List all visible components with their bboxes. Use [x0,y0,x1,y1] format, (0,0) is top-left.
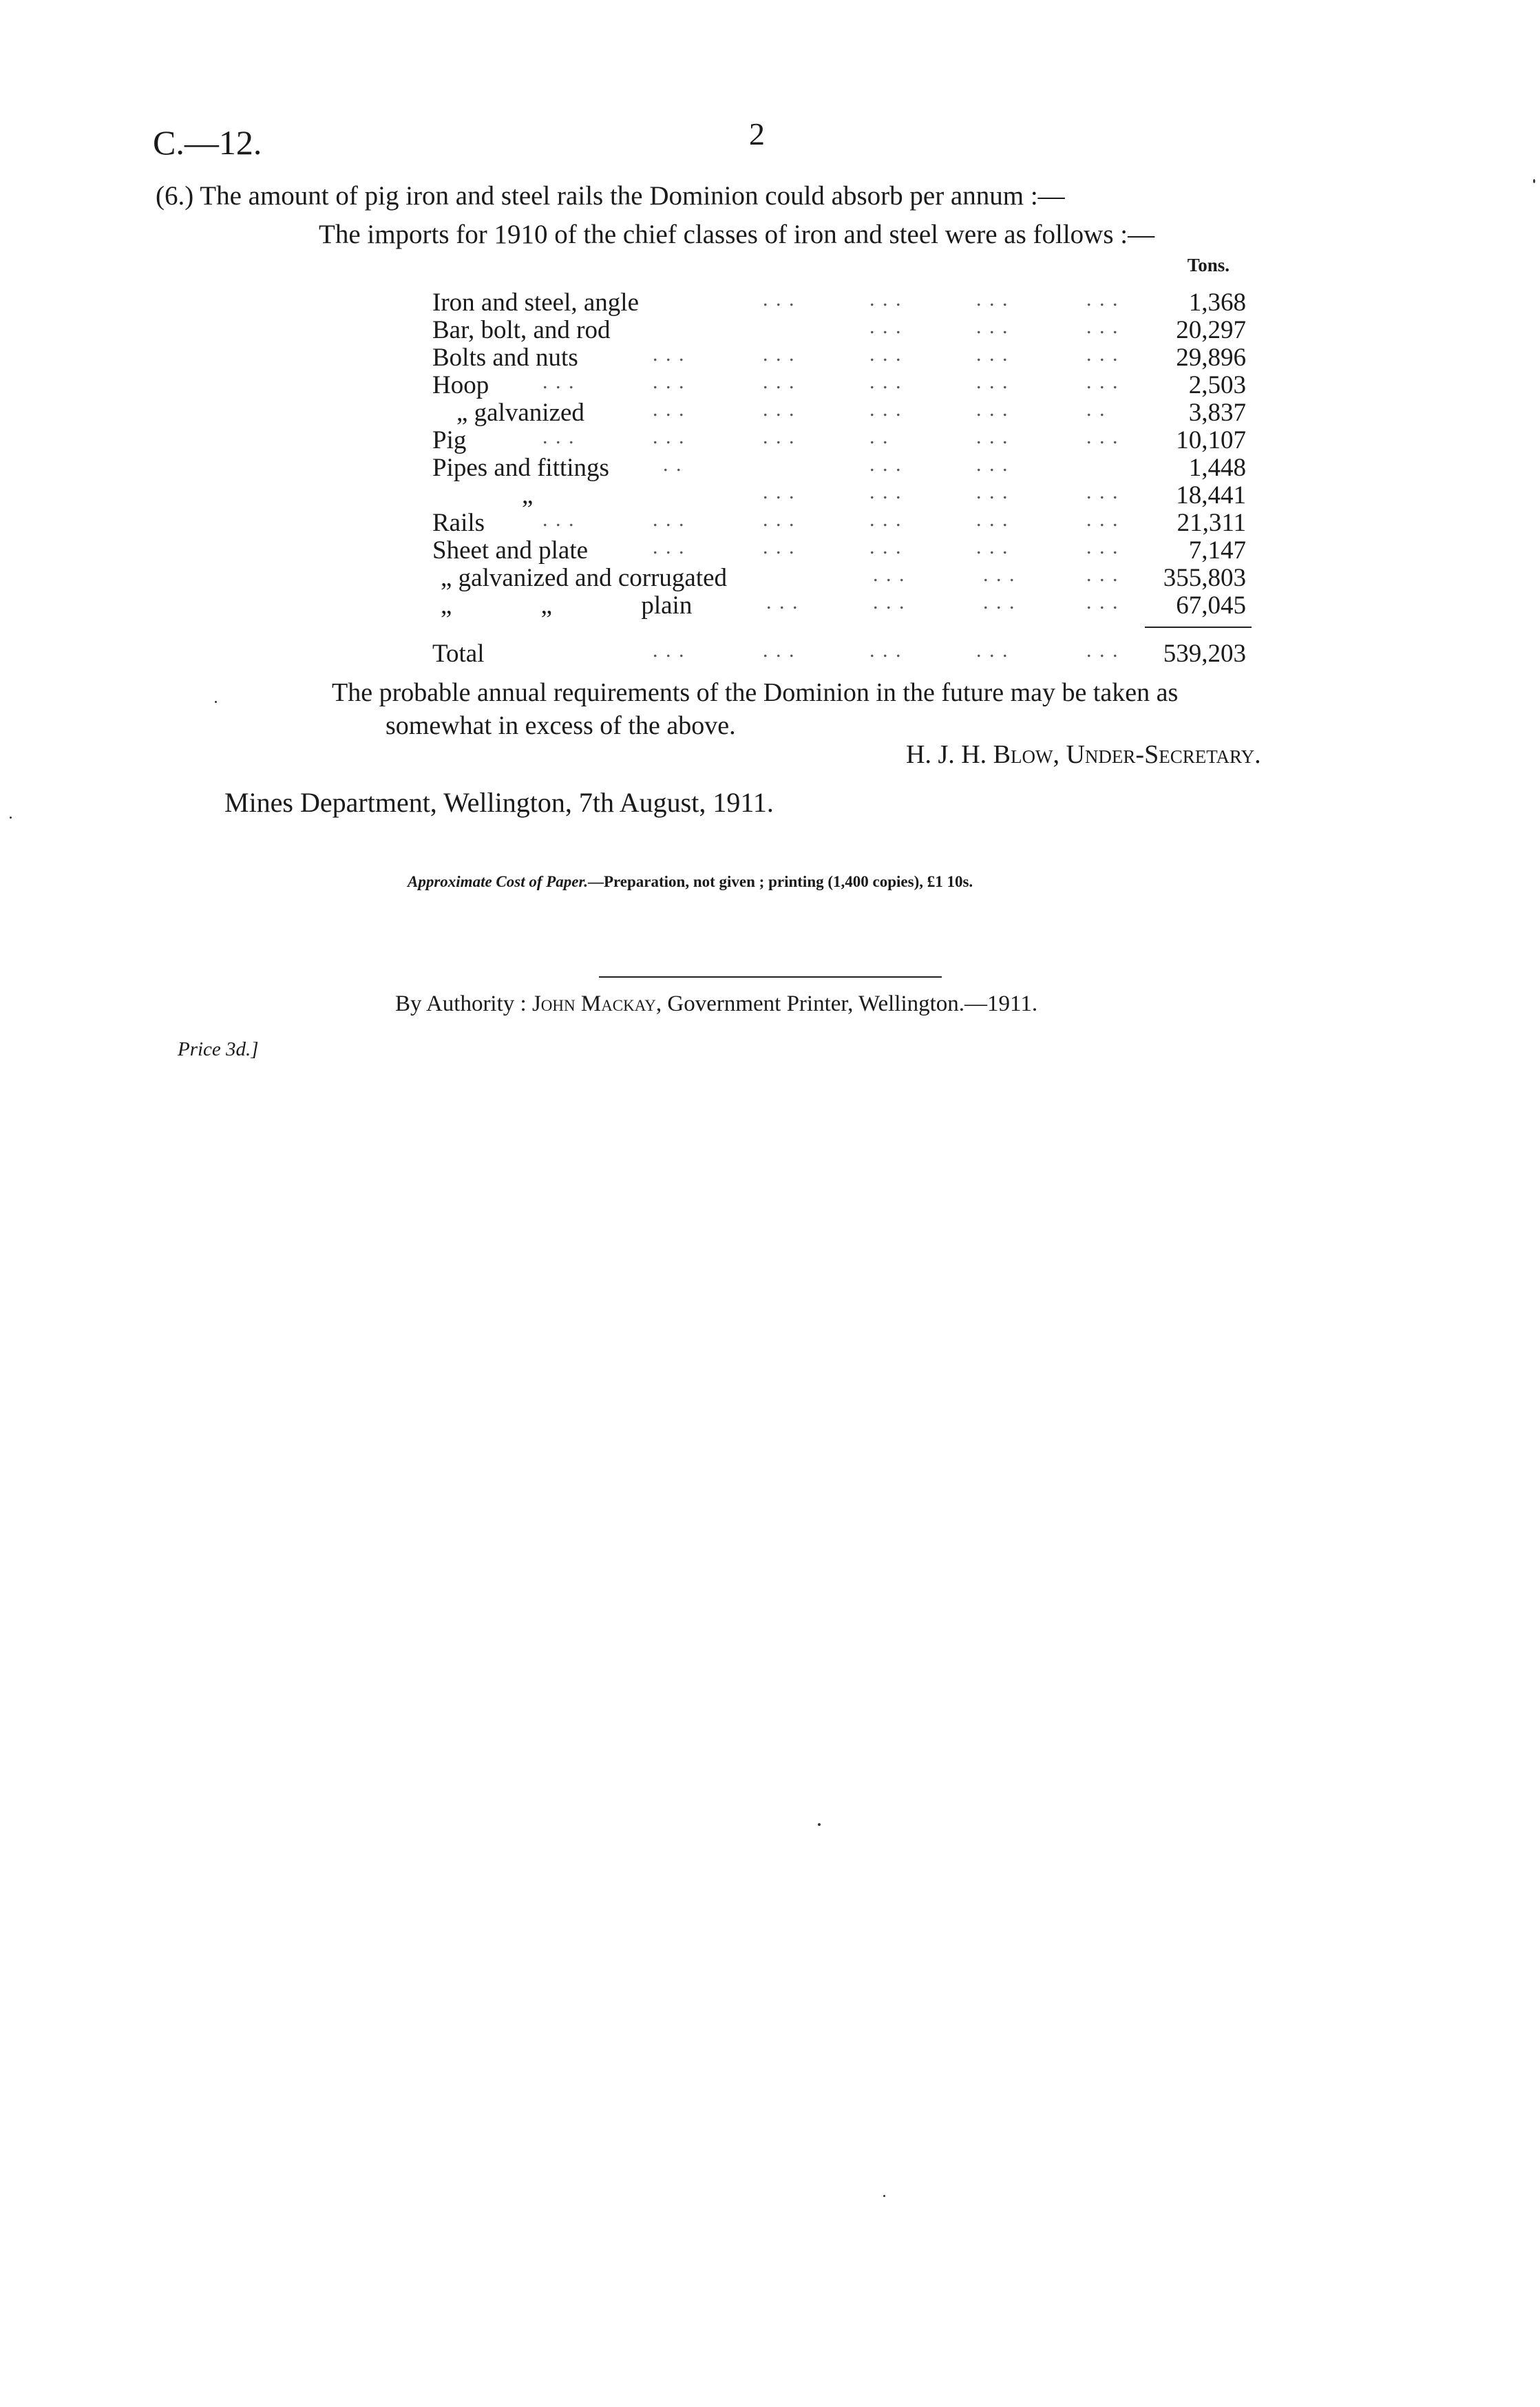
table-row [432,481,1252,509]
row-label: „ [522,481,534,509]
scan-speck [215,701,217,703]
cost-text: —Preparation, not given ; printing (1,400 copies), £1 10s. [587,873,973,890]
table-row [432,453,1252,482]
tons-column-header: Tons. [1187,255,1230,275]
question-intro: (6.) The amount of pig iron and steel rails the Dominion could absorb per annum :— [156,181,1065,211]
row-label: Bar, bolt, and rod [432,316,611,344]
leader-dots: . . . . . . . . . . . . . . [653,398,1106,421]
total-label: Total [432,640,485,668]
table-row [432,315,1252,344]
row-label: Pipes and fittings [432,454,609,482]
price-note: Price 3d.] [178,1038,259,1060]
row-value: 1,448 [1188,454,1246,482]
leader-dots: . . . . . . . . [663,453,1009,476]
authority-prefix: By Authority : [395,991,527,1016]
leader-dots: . . . . . . . . . . . . . . . [653,639,1119,662]
row-label: Hoop [432,371,489,399]
total-value: 539,203 [1163,640,1246,668]
table-row [432,536,1252,565]
table-row [432,398,1252,427]
row-value: 355,803 [1163,564,1246,592]
leader-dots: . . . . . . . . . . . . . . . . . . [542,370,1119,393]
row-label: „ galvanized [456,399,584,427]
row-value: 1,368 [1188,288,1246,317]
row-label: Rails [432,509,485,537]
row-label: „ galvanized and corrugated [441,564,728,592]
row-value: 67,045 [1176,591,1246,620]
leader-dots: . . . . . . . . . . . . . . . [653,343,1119,366]
table-row [432,370,1252,399]
row-value: 2,503 [1188,371,1246,399]
leader-dots: . . . . . . . . . . . . [763,481,1119,503]
authority-suffix: , Government Printer, Wellington.—1911. [655,991,1038,1016]
page-number: 2 [749,116,765,151]
row-value: 10,107 [1176,426,1246,454]
row-label: Sheet and plate [432,536,589,565]
total-rule [1145,627,1252,628]
row-value: 18,441 [1176,481,1246,509]
row-value: 29,896 [1176,344,1246,372]
row-value: 3,837 [1188,399,1246,427]
leader-dots: . . . . . . . . . . . . . . . . . . [542,508,1119,531]
cost-of-paper-note [408,873,973,891]
row-label: Bolts and nuts [432,344,578,372]
signature: H. J. H. Blow, Under-Secretary. [906,740,1261,769]
leader-dots: . . . . . . . . . [873,563,1119,586]
imports-heading: The imports for 1910 of the chief classes of iron and steel were as follows :— [319,220,1155,249]
scan-speck [10,817,12,819]
document-reference: C.—12. [153,123,262,162]
row-value: 21,311 [1177,509,1246,537]
row-label: Iron and steel, angle [432,288,639,317]
row-label: „ „ plain [441,591,693,620]
table-row [432,343,1252,372]
table-row [432,288,1252,317]
leader-dots: . . . . . . . . . . . . . . . [653,536,1119,558]
table-row [432,508,1252,537]
scan-speck [818,1823,821,1826]
printer-rule [599,976,942,978]
row-value: 20,297 [1176,316,1246,344]
scan-speck [1533,179,1535,183]
row-label: Pig [432,426,467,454]
requirements-paragraph: The probable annual requirements of the Dominion in the future may be taken as [332,678,1179,707]
printer-imprint [395,991,1037,1017]
total-row [432,639,1252,668]
dateline: Mines Department, Wellington, 7th August, 1911. [224,787,774,818]
leader-dots: . . . . . . . . . . . . [766,591,1119,613]
table-row [432,591,1252,620]
requirements-paragraph-continued: somewhat in excess of the above. [386,711,736,740]
row-value: 7,147 [1188,536,1246,565]
leader-dots: . . . . . . . . . . . . [763,288,1119,311]
leader-dots: . . . . . . . . . [869,315,1119,338]
scan-speck [883,2195,885,2197]
table-row [432,425,1252,454]
table-row [432,563,1252,592]
printer-name: John Mackay [531,991,656,1016]
leader-dots: . . . . . . . . . . . . . . . . . [542,425,1119,448]
cost-label: Approximate Cost of Paper. [408,873,588,890]
